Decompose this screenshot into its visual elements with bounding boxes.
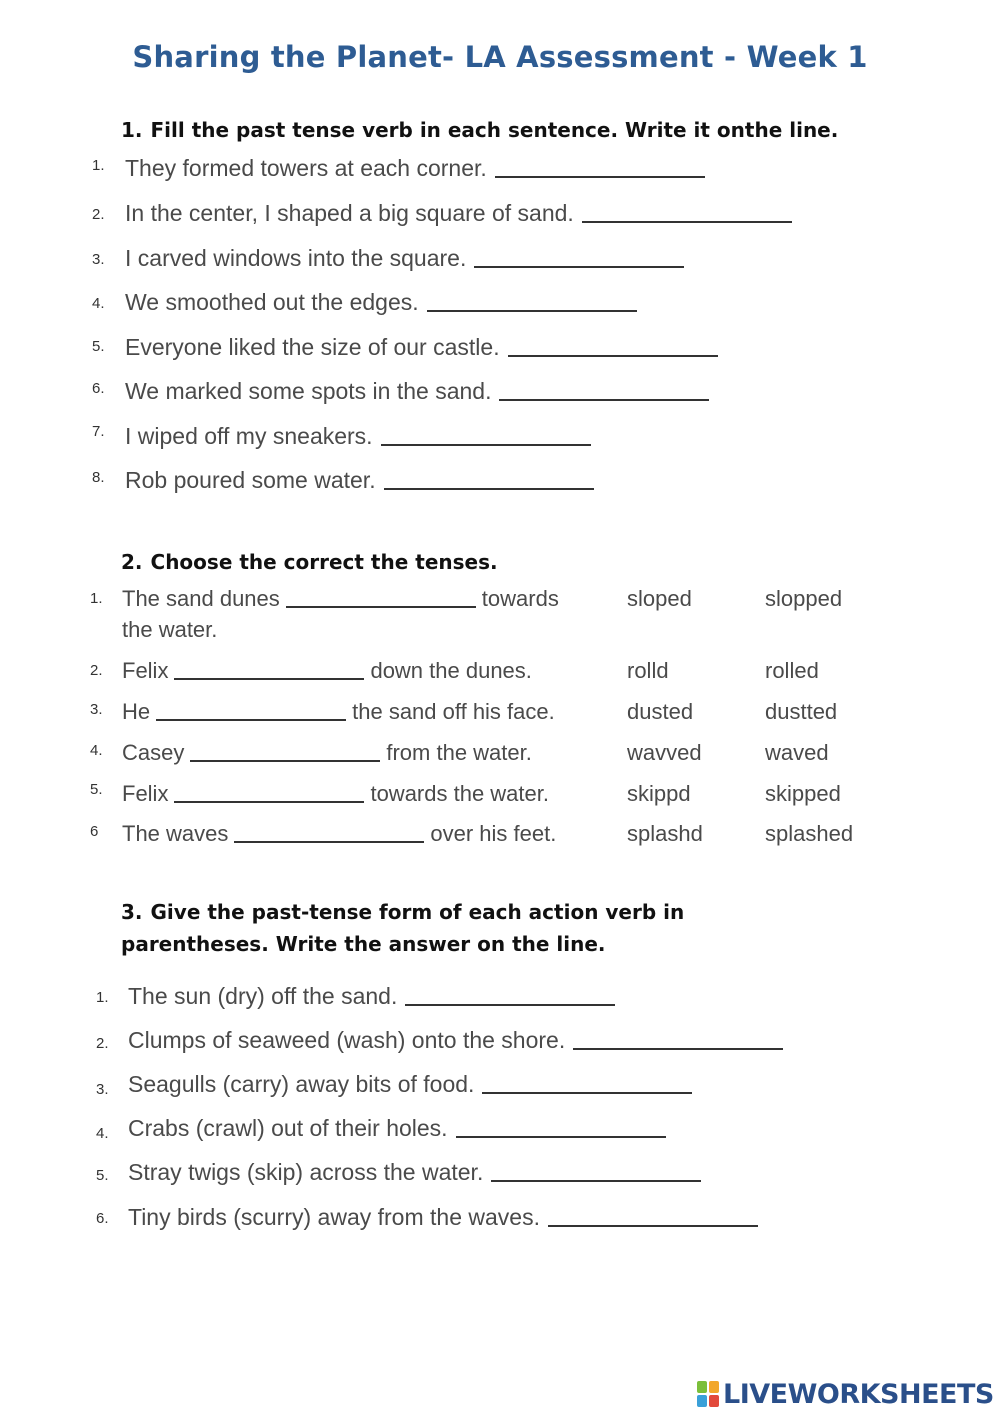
list-item	[0, 1071, 1000, 1101]
item-text-after: towards the water.	[370, 781, 549, 806]
option-2[interactable]: splashed	[765, 821, 854, 846]
item-number: 2.	[90, 662, 103, 679]
section1-heading-text: Fill the past tense verb in each sentence. Write it onthe line.	[150, 118, 839, 142]
item-text: We smoothed out the edges.	[125, 289, 419, 315]
option-2[interactable]: slopped	[765, 586, 843, 611]
section1-number: 1.	[121, 118, 143, 142]
option-2[interactable]: dustted	[765, 699, 838, 724]
section3-heading	[121, 896, 684, 960]
answer-line[interactable]	[427, 309, 637, 312]
item-number: 4.	[92, 295, 105, 312]
answer-line[interactable]	[491, 1179, 701, 1182]
item-number: 5.	[92, 338, 105, 355]
list-item	[0, 334, 1000, 364]
answer-blank[interactable]	[174, 801, 364, 803]
item-number: 4.	[96, 1125, 109, 1142]
option-1[interactable]: wavved	[627, 740, 702, 765]
list-item	[0, 983, 1000, 1013]
item-number: 5.	[90, 781, 103, 798]
liveworksheets-logo[interactable]	[697, 1378, 994, 1410]
item-text-after: the sand off his face.	[352, 699, 555, 724]
item-number: 8.	[92, 469, 105, 486]
item-number: 6.	[92, 380, 105, 397]
list-item	[0, 1159, 1000, 1189]
option-2[interactable]: waved	[765, 740, 829, 765]
item-number: 1.	[92, 157, 105, 174]
list-item	[0, 200, 1000, 230]
list-item	[0, 289, 1000, 319]
answer-blank[interactable]	[156, 719, 346, 721]
list-item	[0, 1027, 1000, 1057]
option-1[interactable]: dusted	[627, 699, 694, 724]
item-number: 1.	[90, 590, 103, 607]
answer-blank[interactable]	[174, 678, 364, 680]
item-number: 1.	[96, 989, 109, 1006]
answer-line[interactable]	[495, 175, 705, 178]
item-text-before: Felix	[122, 658, 169, 683]
list-item	[0, 658, 1000, 688]
option-1[interactable]: rolld	[627, 658, 669, 683]
item-text-after: down the dunes.	[370, 658, 532, 683]
item-number: 3.	[96, 1081, 109, 1098]
list-item	[0, 1204, 1000, 1234]
list-item	[0, 781, 1000, 811]
list-item	[0, 821, 1000, 851]
item-number: 4.	[90, 742, 103, 759]
item-text: Clumps of seaweed (wash) onto the shore.	[128, 1027, 566, 1053]
option-1[interactable]: splashd	[627, 821, 703, 846]
section2-heading	[121, 546, 498, 578]
answer-line[interactable]	[474, 265, 684, 268]
option-2[interactable]: rolled	[765, 658, 819, 683]
item-number: 6.	[96, 1210, 109, 1227]
list-item	[0, 1115, 1000, 1145]
section2-number: 2.	[121, 550, 143, 574]
item-text-before: Felix	[122, 781, 169, 806]
item-number: 2.	[92, 206, 105, 223]
list-item	[0, 245, 1000, 275]
answer-line[interactable]	[405, 1003, 615, 1006]
section2-heading-text: Choose the correct the tenses.	[150, 550, 498, 574]
item-number: 7.	[92, 423, 105, 440]
item-text: Everyone liked the size of our castle.	[125, 334, 500, 360]
item-text-before: Casey	[122, 740, 185, 765]
option-1[interactable]: skippd	[627, 781, 691, 806]
list-item	[0, 586, 1000, 616]
item-number: 5.	[96, 1167, 109, 1184]
list-item	[0, 699, 1000, 729]
item-text-after: over his feet.	[430, 821, 557, 846]
answer-line[interactable]	[384, 487, 594, 490]
item-text: We marked some spots in the sand.	[125, 378, 492, 404]
list-item	[0, 467, 1000, 497]
item-number: 3.	[90, 701, 103, 718]
item-text: I wiped off my sneakers.	[125, 423, 373, 449]
option-2[interactable]: skipped	[765, 781, 841, 806]
item-text-before: The sand dunes	[122, 586, 280, 611]
section1-heading	[121, 114, 838, 146]
item-text: Seagulls (carry) away bits of food.	[128, 1071, 475, 1097]
answer-blank[interactable]	[190, 760, 380, 762]
liveworksheets-logo-icon	[697, 1381, 719, 1407]
answer-line[interactable]	[499, 398, 709, 401]
list-item	[0, 423, 1000, 453]
section3-heading-line2: parentheses. Write the answer on the line.	[121, 932, 606, 956]
page-title: Sharing the Planet- LA Assessment - Week 1	[132, 40, 868, 74]
item-text: Tiny birds (scurry) away from the waves.	[128, 1204, 540, 1230]
list-item	[0, 378, 1000, 408]
answer-line[interactable]	[573, 1047, 783, 1050]
answer-line[interactable]	[482, 1091, 692, 1094]
item-text: In the center, I shaped a big square of sand.	[125, 200, 574, 226]
item-text-before: The waves	[122, 821, 229, 846]
answer-line[interactable]	[582, 220, 792, 223]
answer-line[interactable]	[508, 354, 718, 357]
list-item	[0, 740, 1000, 770]
answer-blank[interactable]	[286, 606, 476, 608]
item-text-wrap: the water.	[122, 617, 218, 642]
answer-line[interactable]	[456, 1135, 666, 1138]
item-number: 3.	[92, 251, 105, 268]
item-text: The sun (dry) off the sand.	[128, 983, 398, 1009]
answer-line[interactable]	[381, 443, 591, 446]
item-text: Crabs (crawl) out of their holes.	[128, 1115, 448, 1141]
item-text-before: He	[122, 699, 151, 724]
answer-blank[interactable]	[234, 841, 424, 843]
item-text: Rob poured some water.	[125, 467, 376, 493]
option-1[interactable]: sloped	[627, 586, 692, 611]
liveworksheets-logo-text: LIVEWORKSHEETS	[723, 1378, 994, 1410]
answer-line[interactable]	[548, 1224, 758, 1227]
item-text-after: from the water.	[386, 740, 532, 765]
item-text: I carved windows into the square.	[125, 245, 467, 271]
item-number: 6	[90, 823, 99, 840]
item-text: They formed towers at each corner.	[125, 155, 487, 181]
section3-number: 3.	[121, 900, 143, 924]
list-item	[0, 155, 1000, 185]
item-text: Stray twigs (skip) across the water.	[128, 1159, 484, 1185]
item-text-after: towards	[481, 586, 559, 611]
item-number: 2.	[96, 1035, 109, 1052]
section3-heading-line1: Give the past-tense form of each action verb in	[150, 900, 685, 924]
